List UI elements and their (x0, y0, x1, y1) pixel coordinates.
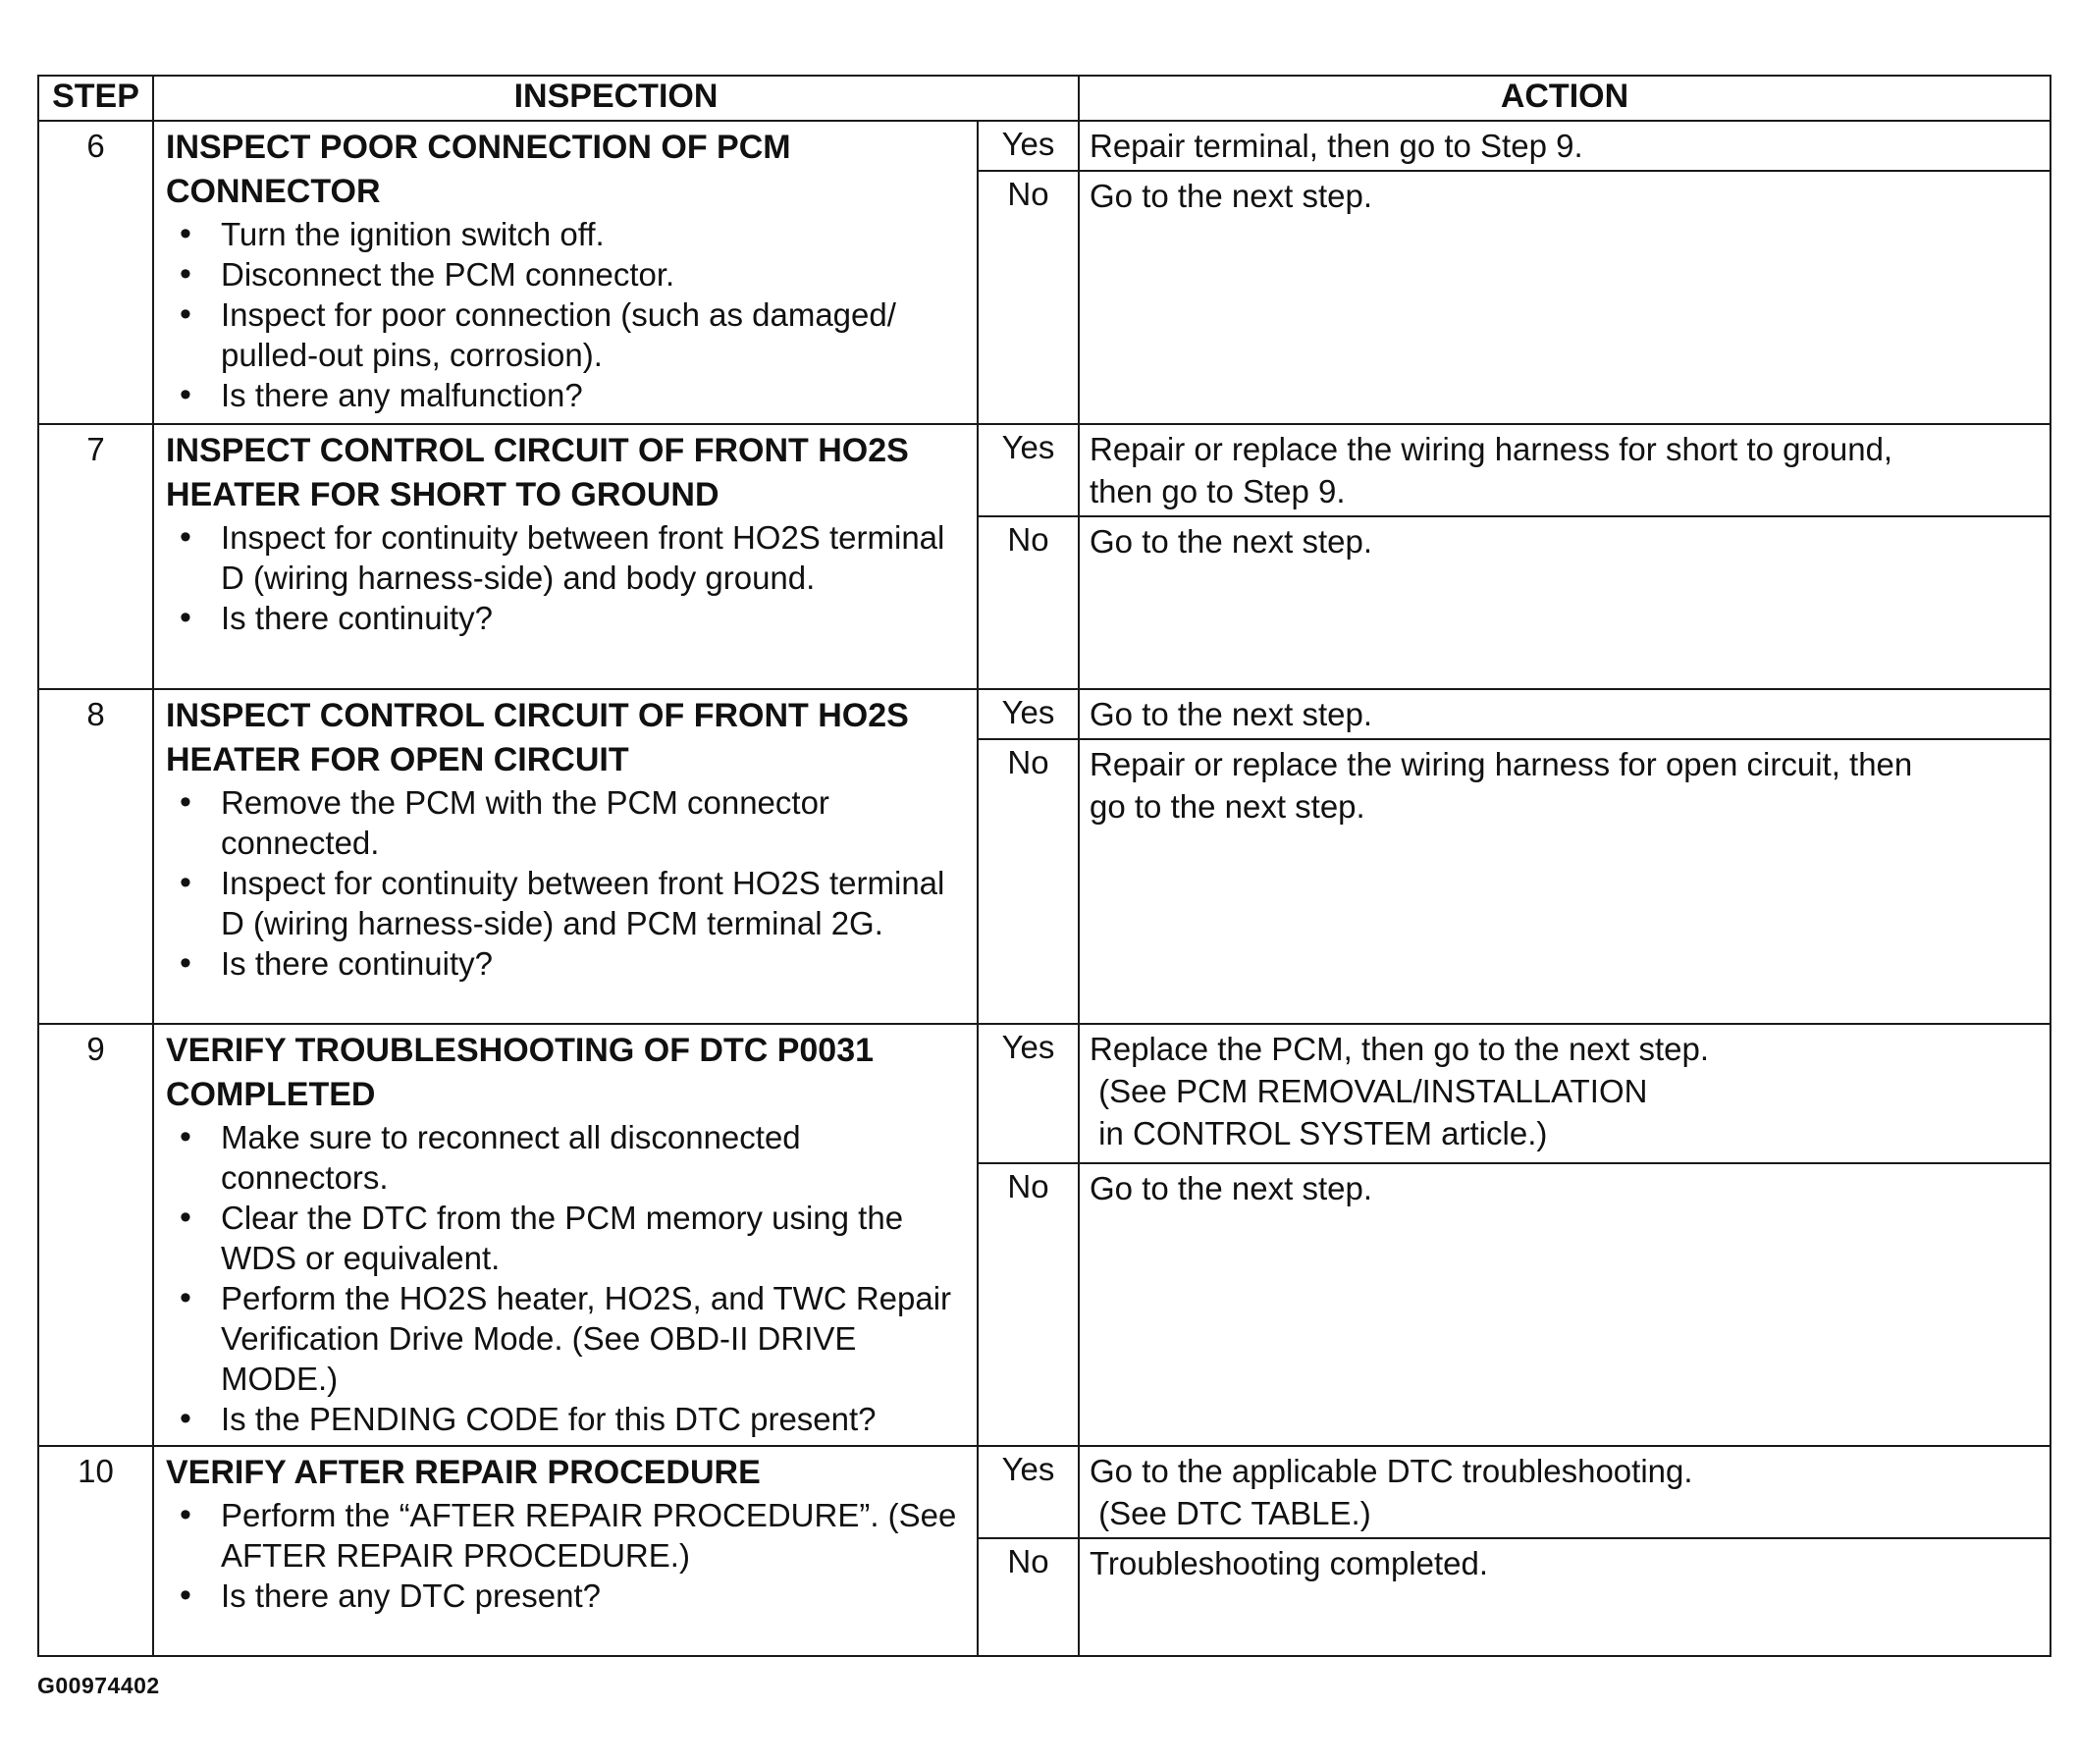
inspection-title: VERIFY TROUBLESHOOTING OF DTC P0031 COMPLETED (166, 1032, 875, 1113)
table-row (38, 689, 2050, 739)
list-item: • Is there continuity? (166, 598, 967, 638)
inspection-cell (153, 689, 978, 1024)
list-item: • Is there continuity? (166, 943, 967, 984)
action-line: Go to the next step. (1090, 696, 1373, 732)
yes-label: Yes (978, 121, 1079, 171)
list-item: • Remove the PCM with the PCM connector connected. (166, 782, 967, 863)
table-row (38, 121, 2050, 171)
no-action (1079, 516, 2050, 689)
action-line: Go to the applicable DTC troubleshooting. (1090, 1453, 1693, 1489)
step-number: 8 (38, 689, 153, 1024)
inspection-cell (153, 1446, 978, 1656)
yes-action (1079, 689, 2050, 739)
inspection-steps-list (166, 782, 967, 984)
inspection-steps-list (166, 1495, 967, 1616)
step-number: 10 (38, 1446, 153, 1656)
step-number: 7 (38, 424, 153, 689)
list-item: • Is there any malfunction? (166, 375, 967, 415)
list-item: • Inspect for continuity between front HO2S terminal D (wiring harness-side) and body ground. (166, 517, 967, 598)
action-line: Repair terminal, then go to Step 9. (1090, 128, 1583, 164)
no-label: No (978, 1538, 1079, 1656)
list-item: • Turn the ignition switch off. (166, 214, 967, 254)
inspection-title: INSPECT POOR CONNECTION OF PCM CONNECTOR (166, 129, 791, 210)
no-label: No (978, 739, 1079, 1024)
action-line: Replace the PCM, then go to the next step. (1090, 1031, 1710, 1067)
list-item: • Make sure to reconnect all disconnected connectors. (166, 1117, 967, 1198)
yes-action (1079, 424, 2050, 516)
yes-label: Yes (978, 424, 1079, 516)
inspection-cell (153, 424, 978, 689)
troubleshooting-table (37, 75, 2051, 1657)
yes-label: Yes (978, 1024, 1079, 1163)
table-row (38, 1446, 2050, 1538)
list-item: • Clear the DTC from the PCM memory using the WDS or equivalent. (166, 1198, 967, 1278)
action-line: Troubleshooting completed. (1090, 1545, 1489, 1581)
action-line: (See PCM REMOVAL/INSTALLATION (1090, 1073, 1648, 1109)
table-row (38, 424, 2050, 516)
action-line: Go to the next step. (1090, 523, 1373, 560)
yes-label: Yes (978, 689, 1079, 739)
action-line: in CONTROL SYSTEM article.) (1090, 1115, 1548, 1151)
action-line: Go to the next step. (1090, 1170, 1373, 1206)
inspection-cell (153, 1024, 978, 1446)
table-body (38, 121, 2050, 1656)
inspection-steps-list (166, 1117, 967, 1439)
list-item: • Is there any DTC present? (166, 1576, 967, 1616)
no-action (1079, 739, 2050, 1024)
table-header-row (38, 76, 2050, 121)
inspection-steps-list (166, 517, 967, 638)
diagnostic-procedure-sheet (37, 75, 2050, 1657)
inspection-steps-list (166, 214, 967, 415)
list-item: • Perform the “AFTER REPAIR PROCEDURE”. (See AFTER REPAIR PROCEDURE.) (166, 1495, 967, 1576)
inspection-title: INSPECT CONTROL CIRCUIT OF FRONT HO2S HEATER FOR SHORT TO GROUND (166, 432, 909, 513)
no-action (1079, 1538, 2050, 1656)
figure-code: G00974402 (37, 1673, 160, 1698)
inspection-cell (153, 121, 978, 424)
action-line: Repair or replace the wiring harness for open circuit, then (1090, 746, 1913, 782)
step-number: 6 (38, 121, 153, 424)
yes-action (1079, 1024, 2050, 1163)
action-line: Go to the next step. (1090, 178, 1373, 214)
inspection-title: INSPECT CONTROL CIRCUIT OF FRONT HO2S HEATER FOR OPEN CIRCUIT (166, 697, 909, 778)
no-label: No (978, 1163, 1079, 1446)
list-item: • Inspect for continuity between front HO2S terminal D (wiring harness-side) and PCM terminal 2G. (166, 863, 967, 943)
no-action (1079, 1163, 2050, 1446)
table-row (38, 1024, 2050, 1163)
step-number: 9 (38, 1024, 153, 1446)
no-label: No (978, 171, 1079, 424)
action-line: then go to Step 9. (1090, 473, 1346, 509)
no-label: No (978, 516, 1079, 689)
list-item: • Is the PENDING CODE for this DTC present? (166, 1399, 967, 1439)
list-item: • Inspect for poor connection (such as damaged/ pulled-out pins, corrosion). (166, 294, 967, 375)
action-line: go to the next step. (1090, 788, 1365, 825)
list-item: • Disconnect the PCM connector. (166, 254, 967, 294)
yes-action (1079, 1446, 2050, 1538)
header-inspection: INSPECTION (153, 76, 1079, 121)
header-action: ACTION (1079, 76, 2050, 121)
action-line: (See DTC TABLE.) (1090, 1495, 1371, 1531)
action-line: Repair or replace the wiring harness for short to ground, (1090, 431, 1893, 467)
yes-label: Yes (978, 1446, 1079, 1538)
header-step: STEP (38, 76, 153, 121)
yes-action (1079, 121, 2050, 171)
list-item: • Perform the HO2S heater, HO2S, and TWC Repair Verification Drive Mode. (See OBD-II DRIVE MODE.) (166, 1278, 967, 1399)
no-action (1079, 171, 2050, 424)
inspection-title: VERIFY AFTER REPAIR PROCEDURE (166, 1454, 761, 1491)
